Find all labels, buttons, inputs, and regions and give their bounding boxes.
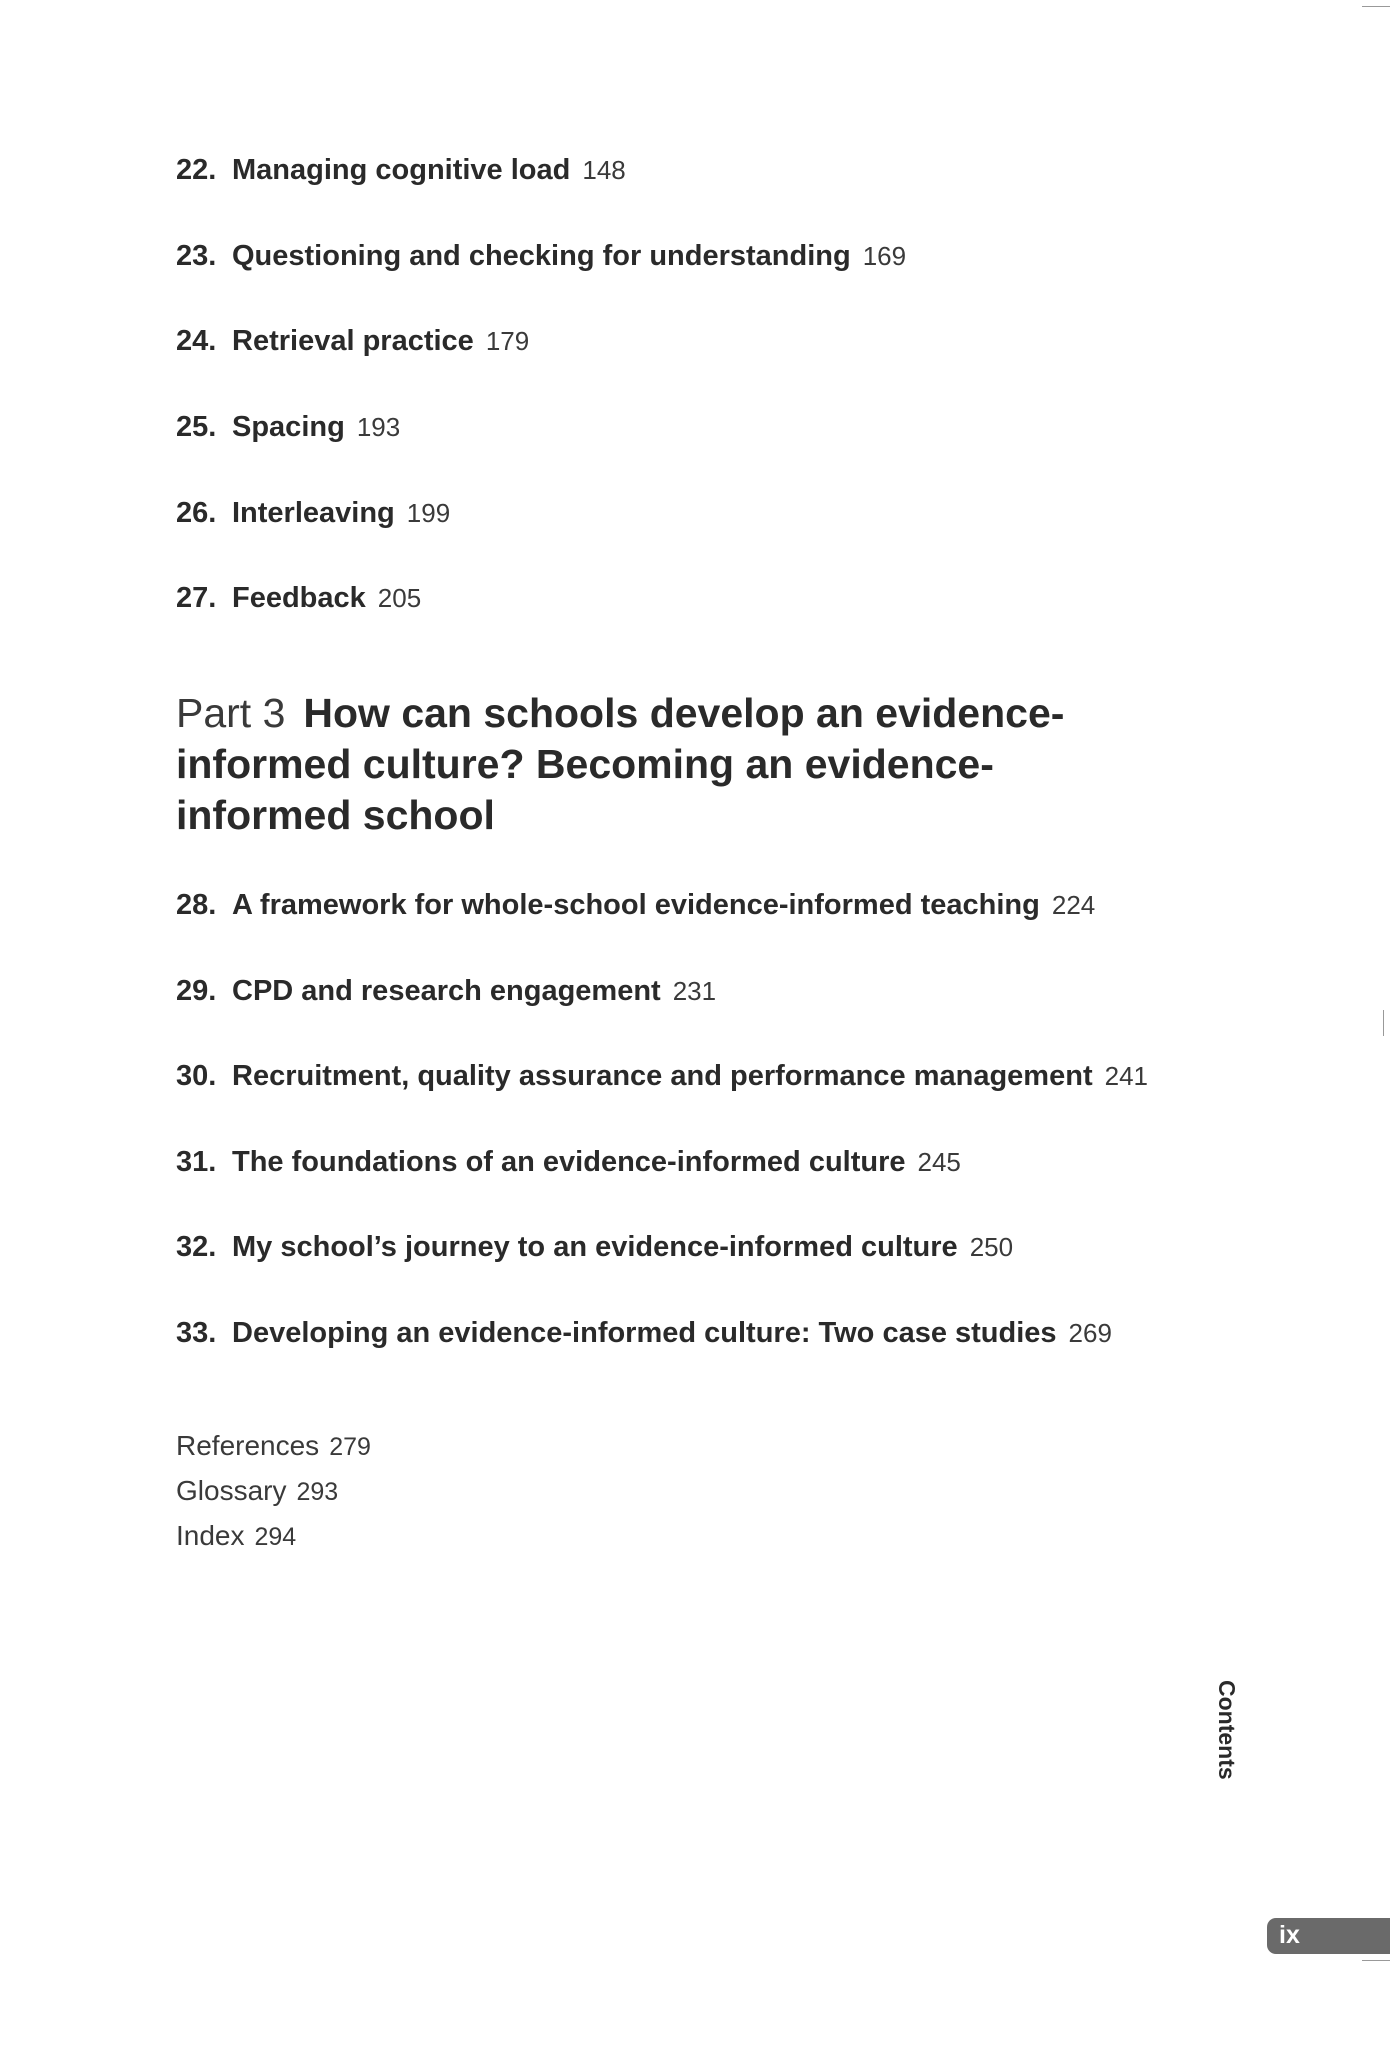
toc-entry-23[interactable] (176, 238, 906, 274)
chapter-title: Developing an evidence-informed culture: Two case studies (232, 1317, 1057, 1349)
chapter-number: 24. (176, 325, 217, 357)
backmatter-page: 279 (329, 1433, 371, 1461)
chapter-page: 148 (582, 155, 626, 185)
part-heading (176, 688, 1076, 841)
backmatter-page: 294 (254, 1523, 297, 1551)
toc-entry-27[interactable] (176, 580, 421, 616)
chapter-number: 30. (176, 1060, 217, 1092)
toc-entry-29[interactable] (176, 973, 716, 1009)
toc-entry-25[interactable] (176, 409, 400, 445)
chapter-number: 33. (176, 1317, 217, 1349)
chapter-number: 27. (176, 582, 217, 614)
toc-entry-glossary[interactable] (176, 1469, 371, 1514)
backmatter-label: Index (176, 1520, 245, 1551)
chapter-number: 32. (176, 1231, 217, 1263)
backmatter-label: Glossary (176, 1475, 287, 1506)
chapter-page: 205 (377, 583, 422, 613)
chapter-title: The foundations of an evidence-informed culture (232, 1146, 906, 1178)
chapter-number: 29. (176, 975, 217, 1007)
chapter-title: Spacing (232, 411, 345, 443)
backmatter-label: References (176, 1430, 320, 1461)
chapter-number: 26. (176, 497, 217, 529)
chapter-page: 179 (485, 326, 530, 356)
toc-entry-references[interactable] (176, 1424, 371, 1469)
toc-entry-31[interactable] (176, 1144, 961, 1180)
part-label: Part 3 (176, 690, 286, 736)
part-title: How can schools develop an evidence-informed culture? Becoming an evidence-informed school (176, 690, 1065, 838)
page-number: ix (1279, 1921, 1300, 1949)
toc-entry-24[interactable] (176, 323, 529, 359)
chapter-number: 31. (176, 1146, 217, 1178)
chapter-page: 245 (917, 1147, 961, 1177)
toc-entry-index[interactable] (176, 1514, 371, 1559)
chapter-title: Retrieval practice (232, 325, 474, 357)
backmatter-list (176, 1424, 371, 1559)
chapter-page: 250 (969, 1232, 1014, 1262)
chapter-number: 28. (176, 889, 217, 921)
chapter-title: CPD and research engagement (232, 975, 661, 1007)
chapter-number: 23. (176, 240, 217, 272)
page-number-tab (1267, 1918, 1390, 1954)
chapter-title: Managing cognitive load (232, 154, 571, 186)
chapter-page: 224 (1051, 890, 1096, 920)
chapter-title: My school’s journey to an evidence-informed culture (232, 1231, 958, 1263)
chapter-title: Interleaving (232, 497, 395, 529)
chapter-number: 22. (176, 154, 217, 186)
toc-entry-33[interactable] (176, 1315, 1112, 1351)
chapter-page: 199 (406, 498, 451, 528)
toc-entry-26[interactable] (176, 495, 450, 531)
toc-entry-30[interactable] (176, 1058, 1148, 1094)
chapter-title: Feedback (232, 582, 366, 614)
toc-entry-22[interactable] (176, 152, 626, 188)
crop-mark (1383, 1010, 1384, 1036)
chapter-page: 241 (1104, 1061, 1148, 1091)
backmatter-page: 293 (296, 1478, 339, 1506)
chapter-title: A framework for whole-school evidence-informed teaching (232, 889, 1040, 921)
chapter-page: 193 (356, 412, 401, 442)
chapter-page: 269 (1068, 1318, 1112, 1348)
crop-mark (1362, 6, 1390, 7)
chapter-page: 231 (672, 976, 717, 1006)
crop-mark (1362, 1960, 1390, 1961)
toc-entry-32[interactable] (176, 1229, 1013, 1265)
section-side-label: Contents (1214, 1680, 1240, 1780)
toc-entry-28[interactable] (176, 887, 1095, 923)
chapter-title: Recruitment, quality assurance and performance management (232, 1060, 1093, 1092)
chapter-title: Questioning and checking for understanding (232, 240, 851, 272)
chapter-page: 169 (862, 241, 907, 271)
chapter-number: 25. (176, 411, 217, 443)
